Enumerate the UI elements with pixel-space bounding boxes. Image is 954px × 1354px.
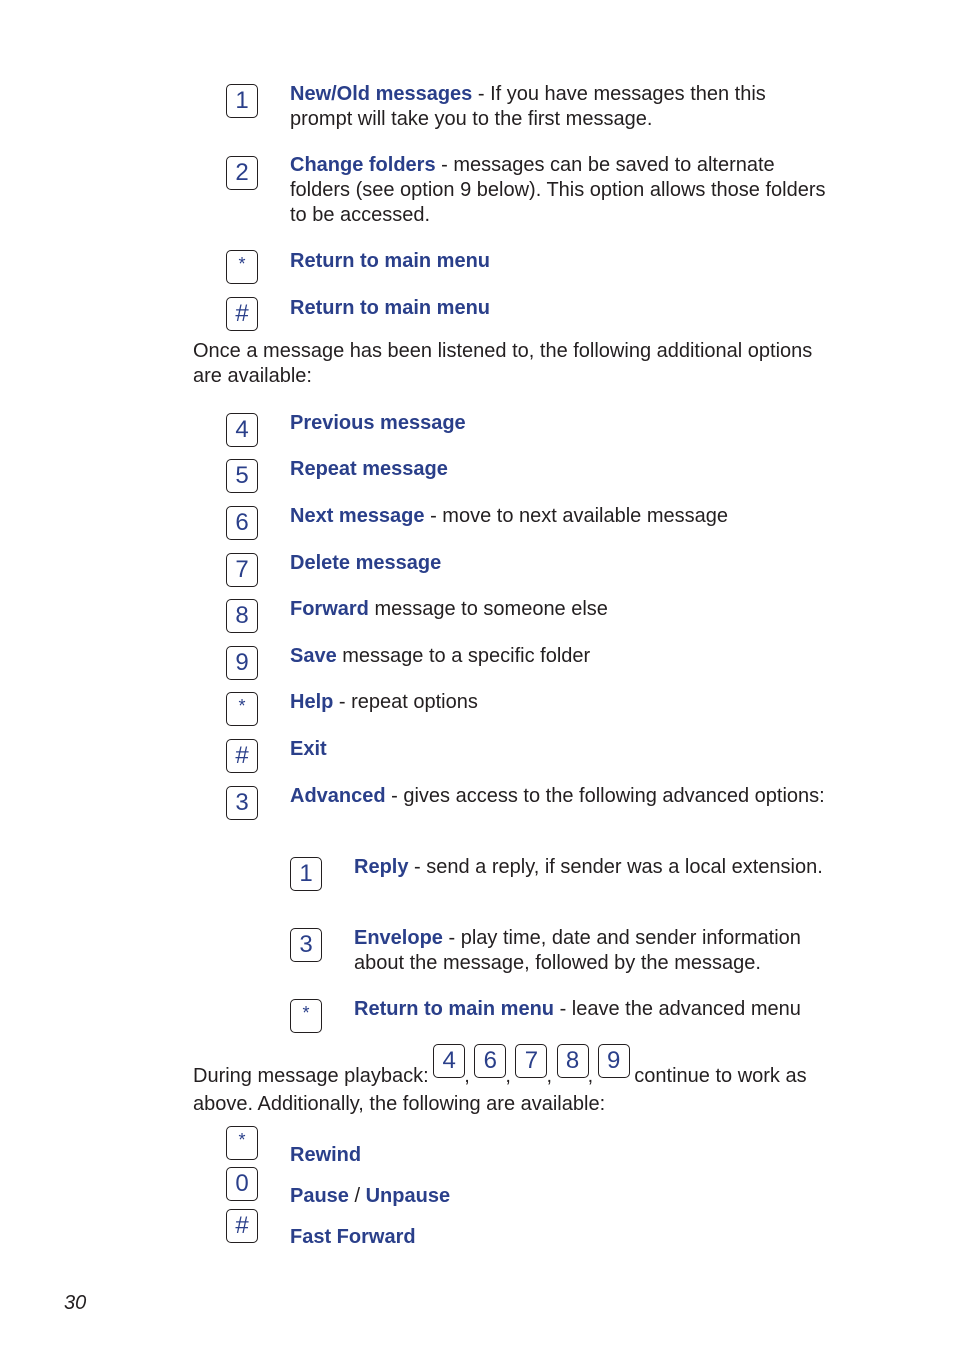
option-text: - messages can be saved to alternate folders (see option 9 below). This option allows those folders to be accessed. <box>290 154 826 226</box>
option-previous-message <box>290 411 830 436</box>
key-hash: # <box>226 297 258 331</box>
option-text: - If you have messages then this prompt will take you to the first message. <box>290 83 766 130</box>
option-rewind <box>290 1143 830 1168</box>
option-title: Fast Forward <box>290 1226 416 1248</box>
key-8: 8 <box>226 599 258 633</box>
paragraph-intro: Once a message has been listened to, the following additional options are available: <box>193 340 813 387</box>
option-forward <box>290 597 830 622</box>
key-3: 3 <box>290 928 322 962</box>
option-title: Save <box>290 645 337 667</box>
option-text: - gives access to the following advanced options: <box>385 785 825 807</box>
separator: / <box>348 1185 366 1207</box>
separator: , <box>587 1065 599 1087</box>
key-star: * <box>226 250 258 284</box>
option-title: Next message <box>290 505 425 527</box>
option-next-message <box>290 504 830 529</box>
option-title: Rewind <box>290 1144 362 1166</box>
key-3: 3 <box>226 786 258 820</box>
option-title: New/Old messages <box>290 83 473 105</box>
option-title: Help <box>290 691 334 713</box>
option-title: Change folders <box>290 154 436 176</box>
key-7: 7 <box>226 553 258 587</box>
option-change-folders <box>290 153 830 228</box>
key-9: 9 <box>598 1044 630 1078</box>
paragraph-playback <box>193 1047 843 1117</box>
option-title: Return to main menu <box>290 297 491 319</box>
option-text: message to someone else <box>368 598 608 620</box>
option-title: Return to main menu <box>290 250 491 272</box>
option-delete-message <box>290 551 830 576</box>
option-text: - repeat options <box>333 691 478 713</box>
playback-lead: During message playback: <box>193 1065 435 1087</box>
option-envelope <box>354 926 824 976</box>
option-title: Envelope <box>354 927 443 949</box>
option-pause-unpause <box>290 1184 830 1209</box>
key-star: * <box>226 692 258 726</box>
option-title: Previous message <box>290 412 466 434</box>
key-6: 6 <box>474 1044 506 1078</box>
option-title: Advanced <box>290 785 386 807</box>
playback-tail: continue to work as above. Additionally, the following are available: <box>193 1065 807 1115</box>
option-title: Forward <box>290 598 369 620</box>
option-save <box>290 644 830 669</box>
option-text: - send a reply, if sender was a local extension. <box>408 856 823 878</box>
option-repeat-message <box>290 457 830 482</box>
key-hash: # <box>226 739 258 773</box>
option-title: Reply <box>354 856 409 878</box>
option-title: Exit <box>290 738 327 760</box>
option-reply <box>354 855 824 880</box>
option-title: Repeat message <box>290 458 448 480</box>
key-hash: # <box>226 1209 258 1243</box>
option-title-2: Unpause <box>365 1185 451 1207</box>
key-8: 8 <box>557 1044 589 1078</box>
key-1: 1 <box>226 84 258 118</box>
key-1: 1 <box>290 857 322 891</box>
separator: , <box>464 1065 476 1087</box>
key-4: 4 <box>433 1044 465 1078</box>
key-6: 6 <box>226 506 258 540</box>
key-9: 9 <box>226 646 258 680</box>
option-help <box>290 690 830 715</box>
option-title: Return to main menu <box>354 998 555 1020</box>
key-4: 4 <box>226 413 258 447</box>
option-text: - move to next available message <box>424 505 729 527</box>
option-return-main-menu <box>354 997 824 1022</box>
key-2: 2 <box>226 156 258 190</box>
key-5: 5 <box>226 459 258 493</box>
option-fast-forward <box>290 1225 830 1250</box>
option-return-main-menu <box>290 296 830 321</box>
separator: , <box>546 1065 558 1087</box>
option-text: message to a specific folder <box>336 645 591 667</box>
key-star: * <box>226 1126 258 1160</box>
key-star: * <box>290 999 322 1033</box>
option-title: Delete message <box>290 552 442 574</box>
option-exit <box>290 737 830 762</box>
option-advanced <box>290 784 830 809</box>
option-return-main-menu <box>290 249 830 274</box>
option-title: Pause <box>290 1185 349 1207</box>
key-0: 0 <box>226 1167 258 1201</box>
separator: , <box>505 1065 517 1087</box>
option-new-old-messages <box>290 82 830 132</box>
key-7: 7 <box>515 1044 547 1078</box>
option-text: - play time, date and sender information about the message, followed by the message. <box>354 927 801 974</box>
option-text: - leave the advanced menu <box>554 998 801 1020</box>
page-number: 30 <box>64 1292 87 1314</box>
